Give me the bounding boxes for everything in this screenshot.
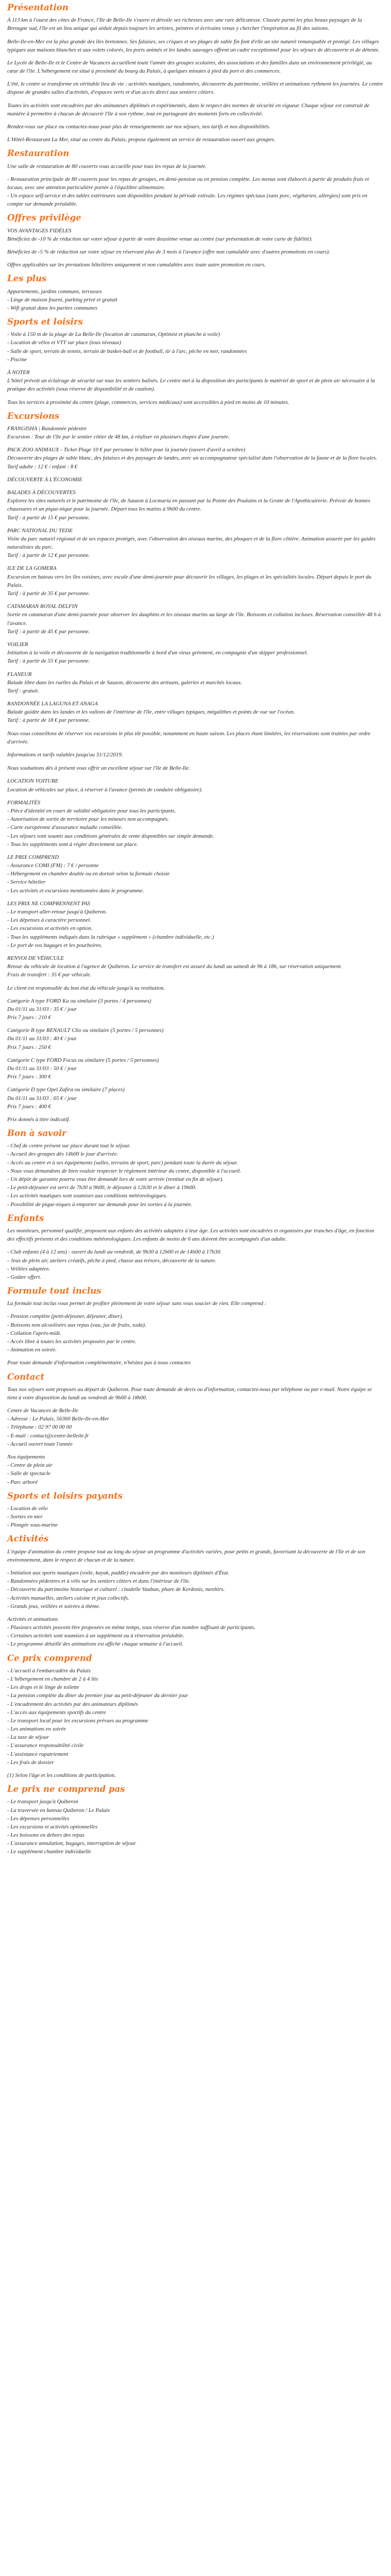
paragraph: Nos équipements - Centre de plein air - Salle de spectacle - Parc arboré (7, 1453, 53, 1485)
paragraph: - Le transport jusqu'à Quiberon - La traversée en bateau Quiberon / Le Palais - Les dépenses personnelles - Les excursions et activités optionnelles - Les boissons en dehors des repas - L'assurance annulation, bagages, interruption de séjour - Le supplément chambre individuelle (7, 1799, 136, 1855)
enfants-section (7, 1214, 383, 1281)
paragraph: Nous souhaitons dès à présent vous offrir un excellent séjour sur l'île de Belle-Ile. (7, 765, 190, 772)
paragraph: FRANGISHA | Randonnée pédestre Excursion : Tour de l'île par le sentier côtier de 48 km, à réaliser en plusieurs étapes d'une journée. (7, 425, 230, 440)
section-title-contact: Contact (7, 1371, 45, 1382)
section-title-sports-loisirs: Sports et loisirs payants (7, 1490, 123, 1501)
sports-loisirs-section (7, 1492, 383, 1530)
paragraph: FORMALITÉS - Pièce d'identité en cours de validité obligatoire pour tous les participants. - Autorisation de sortie de territoire pour les mineurs non accompagnés. - Carte européenne d'assurance maladie conseillée. - Les séjours sont soumis aux conditions générales de vente disponibles sur simple demande. - Tous les suppléments sont à régler directement sur place. (7, 799, 215, 848)
plus-section (7, 274, 383, 312)
prix-ne-comprend-section (7, 1785, 383, 1856)
paragraph: À NOTER L'hôtel prévoit un éclairage de sécurité sur tous les sentiers balisés. Le centre met à la disposition des participants le matériel de sport et de plein air nécessaire à la pratique des activités (sous réserve de disponibilité et de caution). (7, 369, 375, 393)
paragraph: Toutes les activités sont encadrées par des animateurs diplômés et expérimentés, dans le respect des normes de sécurité en vigueur. Chaque séjour est construit de manière à permettre à chacun de découvrir l'île à son rythme, tout en partageant des moments forts en collectivité. (7, 102, 370, 117)
section-title-restauration: Restauration (7, 148, 70, 159)
excursions-section (7, 412, 383, 759)
paragraph: Belle-Ile-en-Mer est la plus grande des îles bretonnes. Ses falaises, ses criques et ses plages de sable fin font d'elle un site naturel remarquable et protégé. Les villages typiques aux maisons blanches et aux volets colorés, les ports animés et les landes sauvages offrent un cadre exceptionnel pour les séjours de découverte et de détente. (7, 38, 380, 53)
paragraph: Centre de Vacances de Belle-Ile - Adresse : Le Palais, 56360 Belle-Ile-en-Mer - Téléphone : 02 97 00 00 00 - E-mail : contact@centre-belleile.fr - Accueil ouvert toute l'année (7, 1408, 109, 1447)
paragraph: Les moniteurs, personnel qualifié, proposent aux enfants des activités adaptées à leur âge. Les activités sont encadrées et organisées par tranches d'âge, en fonction des effectifs présents et des conditions météorologiques. Les enfants de moins de 6 ans doivent être accompagnés d'un adulte. (7, 1227, 374, 1243)
paragraph: - Club enfants (4 à 12 ans) : ouvert du lundi au vendredi, de 9h30 à 12h00 et de 14h00 à 17h30. - Jeux de plein air, ateliers créatifs, pêche à pied, chasse aux trésors, découverte de la nature. - Veillées adaptées. - Goûter offert. (7, 1249, 222, 1280)
paragraph: CATAMARAN ROYAL DELFIN Sortie en catamaran d'une demi-journée pour observer les dauphins et les oiseaux marins au large de l'île. Boissons et collation incluses. Réservation conseillée 48 h à l'avance. Tarif : à partir de 45 € par personne. (7, 603, 381, 635)
paragraph: LOCATION VOITURE Location de véhicules sur place, à réserver à l'avance (permis de conduire obligatoire). (7, 778, 203, 793)
offres-section (7, 213, 383, 269)
section-title-prix-comprend: Ce prix comprend (7, 1653, 92, 1663)
section-title-bon-savoir: Bon à savoir (7, 1128, 67, 1139)
sejour-section (7, 764, 383, 1124)
paragraph: RENVOI DE VÉHICULE Retour du véhicule de location à l'agence de Quiberon. Le service de transfert est assuré du lundi au samedi de 9h à 18h, sur réservation uniquement. Frais de transfert : 35 € par véhicule. (7, 955, 343, 978)
presentation-section (7, 3, 383, 144)
section-title-enfants: Enfants (7, 1213, 44, 1223)
paragraph: Offres applicables sur les prestations hôtelières uniquement et non cumulables avec toute autre promotion en cours. (7, 262, 266, 268)
paragraph: Bénéficiez de -5 % de réduction sur votre séjour en réservant plus de 3 mois à l'avance (offre non cumulable avec d'autres promotions en cours). (7, 248, 330, 255)
paragraph: PARC NATIONAL DU TEDE Visite du parc naturel régional et de ses espaces protégés, avec l'observation des oiseaux marins, des phoques et de la flore côtière. Animation assurée par les guides naturalistes du parc. Tarif : à partir de 12 € par personne. (7, 527, 376, 559)
paragraph: - Restauration principale de 80 couverts pour les repas de groupes, en demi-pension ou en pension complète. Les menus sont élaborés à partir de produits frais et locaux, avec une attention particulière portée à l'équilibre alimentaire. - Un espace self-service et des tables extérieures sont disponibles pendant la période estivale. Les régimes spéciaux (sans porc, végétarien, allergies) sont pris en compte sur demande préalable. (7, 176, 369, 208)
section-title-activites: Activités (7, 1534, 49, 1544)
paragraph: Catégorie C type FORD Focus ou similaire (5 portes / 5 personnes) Du 01/11 au 31/03 : 50 € / jour Prix 7 jours : 300 € (7, 1057, 159, 1080)
section-title-plus: Les plus (7, 274, 47, 284)
paragraph: VOS AVANTAGES FIDÈLES Bénéficiez de -10 % de réduction sur votre séjour à partir de votre deuxième venue au centre (sur présentation de votre carte de fidélité). (7, 227, 313, 242)
paragraph: Pour toute demande d'information complémentaire, n'hésitez pas à nous contacter. (7, 1360, 192, 1366)
paragraph: L'équipe d'animation du centre propose tout au long du séjour un programme d'activités variées, pour petits et grands, favorisant la découverte de l'île et de son environnement, dans le respect de chacun et de la nature. (7, 1548, 365, 1563)
paragraph: La formule tout inclus vous permet de profiter pleinement de votre séjour sans vous soucier de rien. Elle comprend : (7, 1300, 267, 1307)
paragraph: Le Lycée de Belle-Ile et le Centre de Vacances accueillent toute l'année des groupes scolaires, des associations et des familles dans un environnement privilégié, au cœur de l'île. L'hébergement est situé à proximité du bourg du Palais, à quelques minutes à pied du port et des commerces. (7, 59, 372, 75)
paragraph: - Location de vélo - Sorties en mer - Plongée sous-marine (7, 1505, 58, 1529)
paragraph: Activités et animations - Plusieurs activités peuvent être proposées en même temps, sous réserve d'un nombre suffisant de participants. - Certaines activités sont soumises à un supplément ou à réservation préalable. - Le programme détaillé des animations est affiché chaque semaine à l'accueil. (7, 1616, 256, 1648)
paragraph: Rendez-vous sur place ou contactez-nous pour plus de renseignements sur nos séjours, nos tarifs et nos disponibilités. (7, 124, 271, 130)
bon-savoir-section (7, 1129, 383, 1209)
paragraph: DÉCOUVERTE À L'ÉCONOMIE (7, 476, 83, 483)
section-title-sports: Sports et loisirs (7, 317, 83, 327)
paragraph: VOILIER Initiation à la voile et découverte de la navigation traditionnelle à bord d'un vieux gréement, en compagnie d'un skipper professionnel. Tarif : à partir de 55 € par personne. (7, 641, 308, 665)
section-title-prix-ne-comprend: Le prix ne comprend pas (7, 1784, 125, 1794)
section-title-offres: Offres privilège (7, 213, 82, 223)
paragraph: Le client est responsable du bon état du véhicule jusqu'à sa restitution. (7, 985, 165, 991)
paragraph: À 113 km à l'ouest des côtes de France, l'Ile de Belle-Ile s'ouvre et dévoile ses richesses avec une rare délicatesse. Classée parmi les plus beaux paysages de la Bretagne sud, l'île est un lieu unique qui séduit depuis toujours les artistes, peintres et écrivains venus y chercher l'inspiration au fil des saisons. (7, 17, 362, 32)
paragraph: Prix donnés à titre indicatif. (7, 1116, 70, 1123)
paragraph: - Voile à 150 m de la plage de La Belle-Ile (location de catamaran, Optimist et planche à voile) - Location de vélos et VTT sur place (tous niveaux) - Salle de sport, terrain de tennis, terrain de basket-ball et de football, tir à l'arc, pêche en mer, randonnées - Piscine (7, 331, 247, 363)
paragraph: L'Hôtel-Restaurant La Mer, situé au centre du Palais, propose également un service de restauration ouvert aux groupes. (7, 137, 275, 143)
activites-section (7, 1534, 383, 1648)
section-title-presentation: Présentation (7, 3, 69, 12)
paragraph: - L'accueil à l'embarcadère du Palais - L'hébergement en chambre de 2 à 4 lits - Les draps et le linge de toilette - La pension complète du dîner du premier jour au petit-déjeuner du dernier jour - L'encadrement des activités par des animateurs diplômés - L'accès aux équipements sportifs du centre - Le transport local pour les excursions prévues au programme - Les animations en soirée - La taxe de séjour - L'assurance responsabilité civile - L'assistance rapatriement - Les frais de dossier (7, 1667, 188, 1766)
paragraph: - Pension complète (petit-déjeuner, déjeuner, dîner). - Boissons non alcoolisées aux repas (eau, jus de fruits, soda). - Collation l'après-midi. - Accès libre à toutes les activités proposées par le centre. - Animation en soirée. (7, 1313, 146, 1353)
paragraph: Catégorie D type Opel Zafira ou similaire (7 places) Du 01/11 au 31/03 : 65 € / jour Prix 7 jours : 400 € (7, 1087, 125, 1110)
sports-section (7, 317, 383, 406)
paragraph: (1) Selon l'âge et les conditions de participation. (7, 1772, 116, 1779)
paragraph: - Chef de centre présent sur place durant tout le séjour. - Accueil des groupes dès 14h00 le jour d'arrivée. - Accès au centre et à ses équipements (salles, terrains de sport, parc) pendant toute la durée du séjour. - Nous vous demandons de bien vouloir respecter le règlement intérieur du centre, disponible à l'accueil. - Un dépôt de garantie pourra vous être demandé lors de votre arrivée (restitué en fin de séjour). - Le petit-déjeuner est servi de 7h30 à 9h00, le déjeuner à 12h30 et le dîner à 19h00. - Les activités nautiques sont soumises aux conditions météorologiques. - Possibilité de pique-niques à emporter sur demande pour les sorties à la journée. (7, 1143, 241, 1208)
paragraph: FLANEUR Balade libre dans les ruelles du Palais et de Sauzon, découverte des artisans, galeries et marchés locaux. Tarif : gratuit. (7, 671, 242, 694)
paragraph: Catégorie B type RENAULT Clio ou similaire (5 portes / 5 personnes) Du 01/11 au 31/03 : 40 € / jour Prix 7 jours : 250 € (7, 1027, 164, 1050)
contact-section (7, 1372, 383, 1486)
paragraph: Une salle de restauration de 80 couverts vous accueille pour tous les repas de la journée. (7, 163, 207, 170)
paragraph: Tous nos séjours sont proposés au départ de Quiberon. Pour toute demande de devis ou d'information, contactez-nous par téléphone ou par e-mail. Notre équipe se tient à votre disposition du lundi au vendredi de 9h00 à 18h00. (7, 1386, 372, 1401)
paragraph: Informations et tarifs valables jusqu'au 31/12/2019. (7, 752, 123, 758)
paragraph: L'été, le centre se transforme en véritable lieu de vie : activités nautiques, randonnées, découverte du patrimoine, veillées et animations rythment les journées. Le centre dispose de grandes salles d'activités, d'espaces verts et d'un accès direct aux sentiers côtiers. (7, 81, 383, 96)
section-title-excursions: Excursions (7, 411, 59, 421)
paragraph: Tous les services à proximité du centre (plage, commerces, services médicaux) sont accessibles à pied en moins de 10 minutes. (7, 399, 289, 405)
paragraph: RANDONNÉE LA LAGUNA ET ANAGA Balade guidée dans les landes et les vallons de l'intérieur de l'île, entre villages typiques, mégalithes et points de vue sur l'océan. Tarif : à partir de 18 € par personne. (7, 701, 295, 724)
paragraph: BALADES À DÉCOUVERTES Explorez les sites naturels et le patrimoine de l'île, de Sauzon à Locmaria en passant par la Pointe des Poulains et la Grotte de l'Apothicairerie. Prévoir de bonnes chaussures et un pique-nique pour la journée. Départ tous les matins à 9h00 du centre. Tarif : à partir de 15 € par personne. (7, 489, 370, 521)
paragraph: Appartements, jardins communs, terrasses - Linge de maison fourni, parking privé et gratuit - Wifi gratuit dans les parties communes (7, 288, 118, 311)
paragraph: LES PRIX NE COMPRENNENT PAS - Le transport aller-retour jusqu'à Quiberon. - Les dépenses à caractère personnel. - Les excursions et activités en option. - Tous les suppléments indiqués dans la rubrique « supplément » (chambre individuelle, etc.) - Le port de vos bagages et les pourboires. (7, 900, 214, 948)
prix-comprend-section (7, 1654, 383, 1780)
paragraph: ILE DE LA GOMERA Excursion en bateau vers les îles voisines, avec escale d'une demi-journée pour découvrir les villages, les plages et les spécialités locales. Départ depuis le port du Palais. Tarif : à partir de 35 € par personne. (7, 565, 371, 597)
paragraph: Nous vous conseillons de réserver vos excursions le plus tôt possible, notamment en haute saison. Les places étant limitées, les réservations sont traitées par ordre d'arrivée. (7, 730, 371, 745)
restauration-section (7, 149, 383, 208)
paragraph: - Initiation aux sports nautiques (voile, kayak, paddle) encadrée par des moniteurs diplômés d'État. - Randonnées pédestres et à vélo sur les sentiers côtiers et dans l'intérieur de l'île. - Découverte du patrimoine historique et culturel : citadelle Vauban, phare de Kerdonis, menhirs. - Activités manuelles, ateliers cuisine et jeux collectifs. - Grands jeux, veillées et soirées à thème. (7, 1569, 230, 1609)
formule-section (7, 1286, 383, 1367)
section-title-formule: Formule tout inclus (7, 1286, 102, 1296)
paragraph: PACK ZOO ANIMAUX - Ticket Plage 10 € par personne le billet pour la journée (ouvert d'avril à octobre) Découverte des plages de sable blanc, des falaises et des paysages de landes, avec un accompagnateur spécialisé dans l'observation de la faune et de la flore locales. Tarif adulte : 12 € / enfant : 8 € (7, 447, 378, 470)
paragraph: LE PRIX COMPREND - Assurance COMI (FM) : 7 € / personne - Hébergement en chambre double ou en dortoir selon la formule choisie - Service hôtelier - Les activités et excursions mentionnées dans le programme. (7, 854, 170, 894)
paragraph: Catégorie A type FORD Ka ou similaire (3 portes / 4 personnes) Du 01/11 au 31/03 : 35 € / jour Prix 7 jours : 210 € (7, 997, 151, 1021)
